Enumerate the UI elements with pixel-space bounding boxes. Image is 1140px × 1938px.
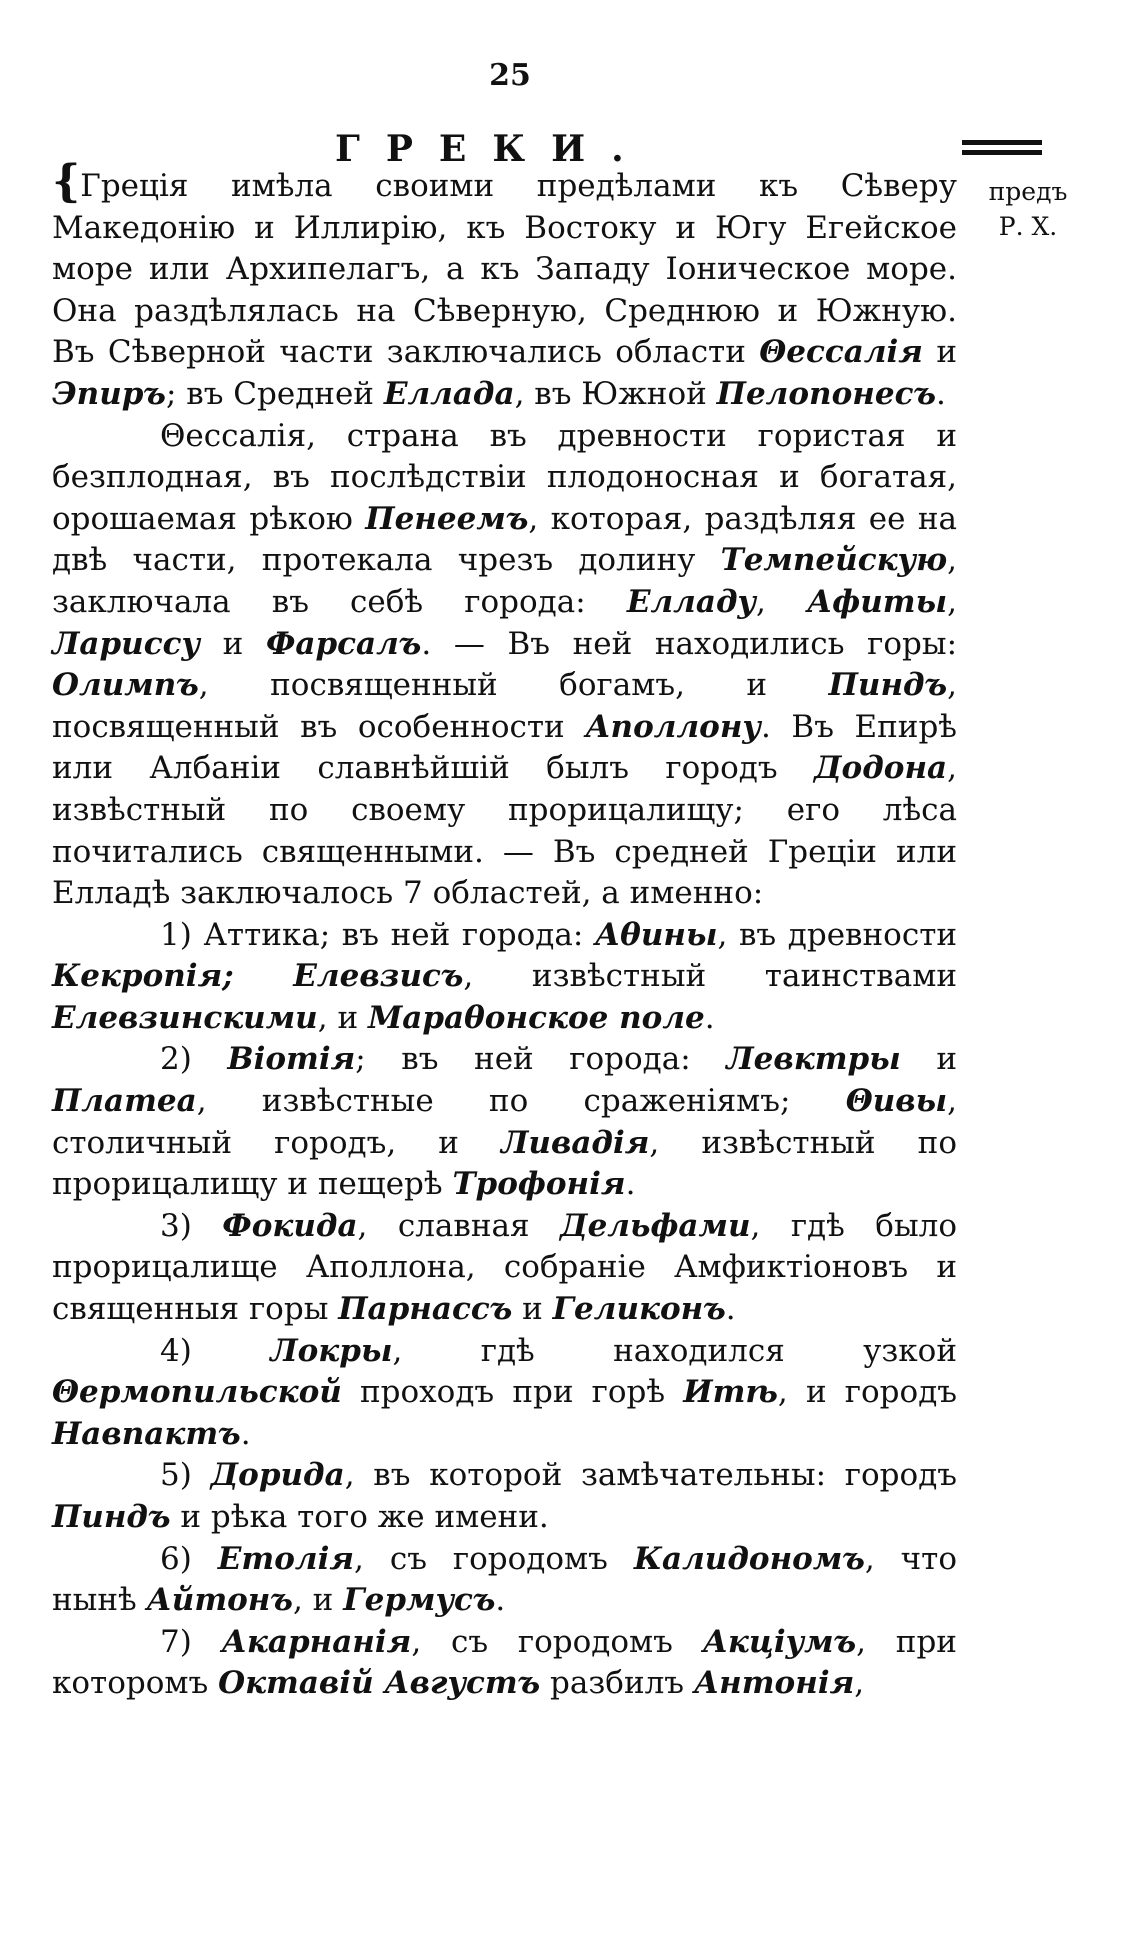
text-run: . [240,1415,251,1452]
place-name: Антонія [693,1665,855,1702]
text-run: , при которомъ [52,1623,957,1702]
list-item-phocis [52,1206,957,1331]
text-run: разбилъ [540,1665,694,1702]
text-run: . [936,375,946,412]
list-item-doris [52,1455,957,1538]
place-name: Трофонія [452,1166,626,1203]
text-run: , посвященный богамъ, и [198,667,829,704]
text-run: , заключала въ себѣ города: [52,542,957,620]
page-number: 25 [489,58,531,93]
item-number: 2) [160,1041,192,1078]
text-run: и [200,625,266,662]
text-run: Греція имѣла своими предѣлами къ Сѣверу Македонію и Иллирію, къ Востоку и Югу Егейское море или Архипелагъ, а къ Западу Іоническое море. Она раздѣлялась на Сѣверную, Среднюю и Южную. Въ Сѣверной части заключались области [52,168,957,371]
text-run: проходъ при горѣ [341,1374,684,1411]
place-name: Фокида [222,1207,358,1244]
item-number: 7) [160,1623,192,1660]
place-name: Етолія [217,1540,355,1577]
place-name: Акарнанія [221,1623,412,1660]
place-name: Θивы [845,1083,948,1120]
text-run: , извѣстный таинствами [463,958,957,995]
text-run: , [756,583,808,620]
place-name: Акціумъ [702,1623,857,1660]
item-number: 1) [160,916,192,953]
place-name: Дорида [210,1457,345,1494]
place-name: Фарсалъ [265,625,422,662]
place-name: Платеа [52,1083,197,1120]
text-run: , посвященный въ особенности [52,667,957,745]
place-name: Еллада [383,375,515,412]
text-run: , столичный городъ, и [52,1083,957,1161]
text-run: . Въ Епирѣ или Албаніи славнѣйшій былъ городъ [52,708,957,787]
list-item-aetolia [52,1539,957,1622]
place-name: Айтонъ [146,1582,293,1619]
place-name: Елевзинскими [52,999,318,1036]
text-run: . [495,1582,506,1619]
text-run: , и [317,999,368,1036]
text-run: . [625,1166,636,1203]
text-run [192,1457,211,1493]
chapter-heading: ГРЕКИ. [335,128,650,170]
place-name: Пиндъ [52,1499,171,1535]
place-name: Θессалія [759,334,923,371]
place-name: Итѣ [683,1374,778,1411]
place-name: Навпактъ [52,1415,241,1452]
text-run: и рѣка того же имени. [170,1499,549,1535]
body-text [52,156,958,1705]
place-name: Дельфами [560,1207,751,1244]
list-item-attica [52,915,957,1040]
place-name: Олимпъ [52,667,199,704]
item-number: 6) [160,1540,192,1577]
text-run: ; въ ней города: [355,1041,727,1078]
list-item-boeotia [52,1039,957,1205]
place-name: Афиты [807,583,948,620]
margin-rule-top [962,140,1042,145]
list-item-acarnania [52,1622,957,1705]
place-name: Октавій Августъ [218,1665,541,1702]
place-name: Гермусъ [343,1582,496,1619]
place-name: Геликонъ [552,1291,726,1328]
text-run: , славная [357,1207,561,1244]
text-run: , гдѣ было прорицалище Аполлона, собраніе Амфиктіоновъ и священныя горы [52,1207,957,1328]
place-name: Аполлону [585,708,761,745]
text-run: , извѣстные по сраженіямъ; [196,1083,846,1120]
place-name: Пенеемъ [365,500,529,537]
text-run: , и [292,1582,344,1619]
text-run: Θессалія, страна въ древности гористая и безплодная, въ послѣдствіи плодоносная и богатая, орошаемая рѣкою [52,417,957,537]
text-run [192,1541,218,1577]
list-item-locris [52,1331,957,1456]
margin-note-line: Р. Х. [998,212,1058,241]
place-name: Лариссу [52,625,201,662]
item-number: 3) [160,1207,192,1244]
paragraph-greece [52,156,957,416]
place-name: Локры [270,1332,393,1369]
place-name: Пелопонесъ [716,375,936,412]
text-run: , извѣстный по своему прорицалищу; его лѣса почитались священными. — Въ средней Греціи или Елладѣ заключалось 7 областей, а именно: [52,750,957,912]
place-name: Мараθонское поле [367,999,705,1036]
text-run: Аттика; въ ней города: [191,916,595,953]
text-run: , гдѣ находился узкой [392,1332,957,1369]
place-name: Ливадія [501,1124,650,1161]
text-run [192,1333,270,1369]
place-name: Віотія [227,1041,356,1078]
place-name: Пиндъ [828,667,948,704]
place-name: Левктры [726,1041,901,1078]
text-run: , [854,1665,865,1702]
text-run: и [922,334,957,371]
text-run: . [704,999,715,1036]
text-run: , въ древности [717,916,957,953]
place-name: Темпейскую [720,542,948,579]
place-name: Кекропія; Елевзисъ [52,958,464,995]
place-name: Додона [813,750,948,787]
text-run: , въ Южной [514,375,717,412]
item-number: 4) [160,1332,192,1369]
place-name: Парнассъ [338,1291,513,1328]
place-name: Θермопильской [52,1374,342,1411]
place-name: Калидономъ [633,1540,865,1577]
margin-note-line: предъ [988,177,1068,206]
paragraph-thessaly [52,416,957,915]
text-run: и [512,1291,553,1328]
place-name: Эпиръ [52,375,166,412]
text-run [192,1041,228,1077]
text-run [192,1624,222,1660]
margin-note [968,174,1088,244]
margin-rule-bottom [962,150,1042,155]
place-name: Аθины [594,916,718,953]
item-number: 5) [160,1457,192,1494]
text-run [192,1208,222,1244]
text-run: , съ городомъ [354,1540,634,1577]
text-run: , въ которой замѣчательны: городъ [344,1457,957,1494]
text-run: , которая, раздѣляя ее на двѣ части, протекала чрезъ долину [52,500,957,579]
text-run: , съ городомъ [411,1623,703,1660]
brace-mark: { [52,156,81,207]
text-run: ; въ Средней [165,375,384,412]
text-run: . [725,1291,736,1328]
text-run: , и городъ [777,1374,958,1411]
text-run: , что нынѣ [52,1540,957,1619]
text-run: и [900,1041,957,1078]
place-name: Елладу [626,583,757,620]
text-run: . — Въ ней находились горы: [421,625,958,662]
text-run: , извѣстный по прорицалищу и пещерѣ [52,1124,957,1203]
text-run: , [947,583,957,620]
